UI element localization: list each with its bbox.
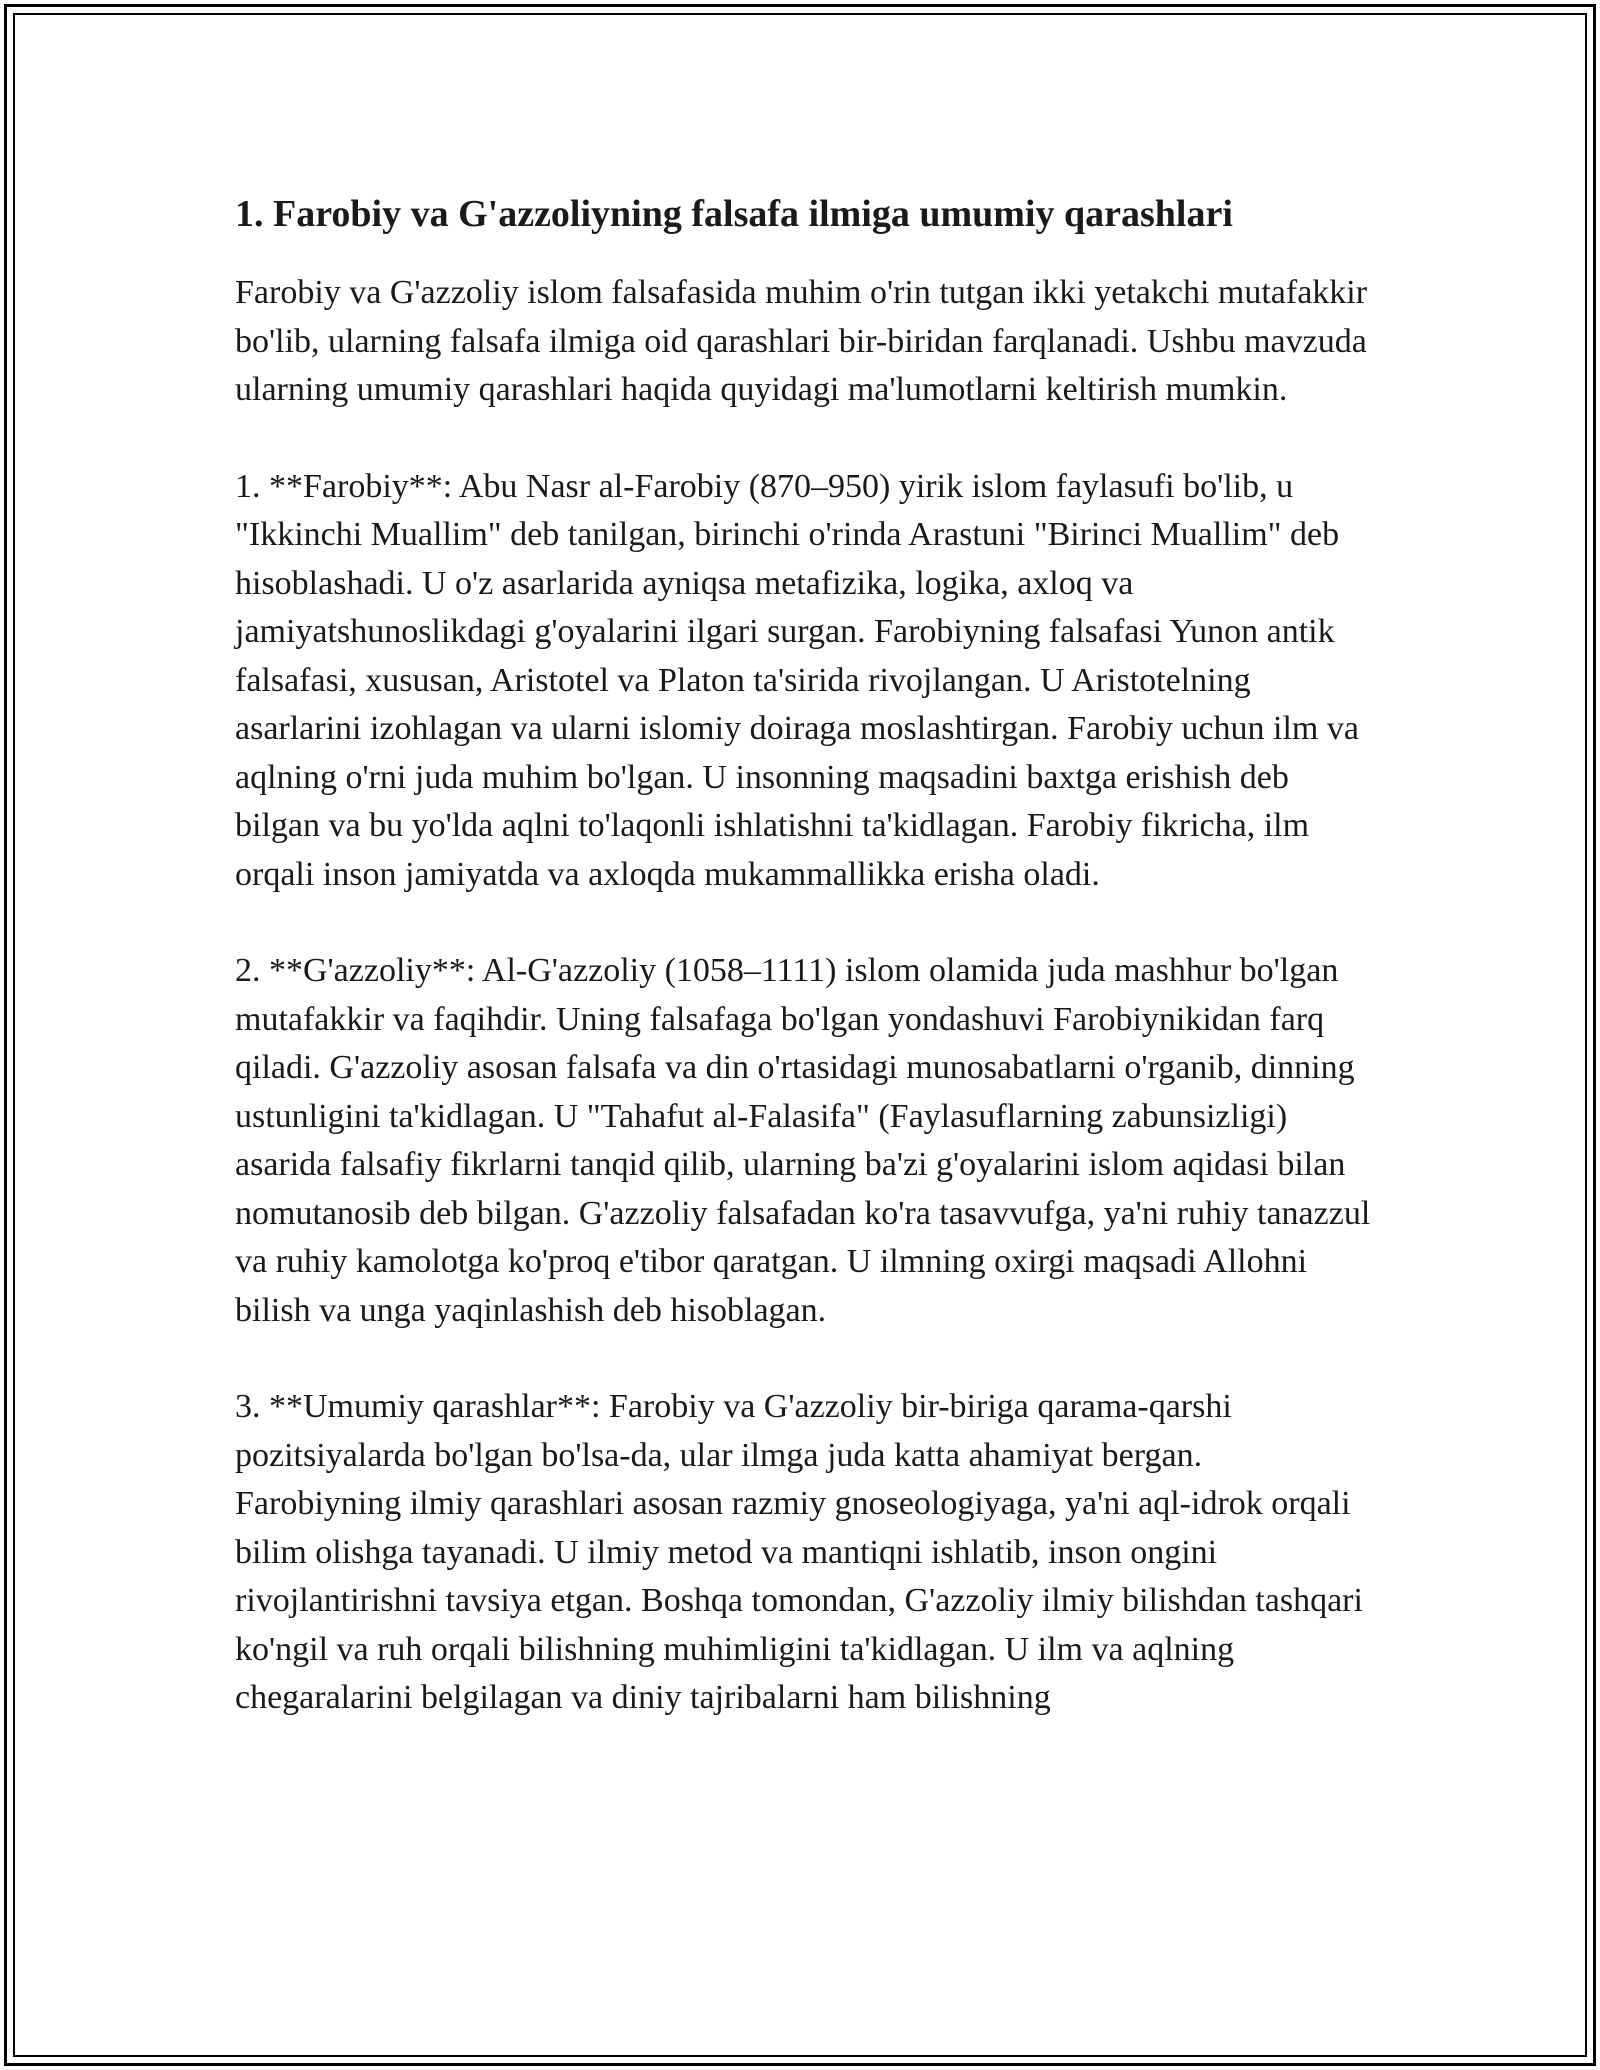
umumiy-qarashlar-paragraph: 3. **Umumiy qarashlar**: Farobiy va G'azzoliy bir-biriga qarama-qarshi pozitsiyalarda bo'lgan bo'lsa-da, ular ilmga juda katta ahamiyat bergan. Farobiyning ilmiy qarashlari asosan razmiy gnoseologiyaga, ya'ni aql-idrok orqali bilim olishga tayanadi. U ilmiy metod va mantiqni ishlatib, inson ongini rivojlantirishni tavsiya etgan. Boshqa tomondan, G'azzoliy ilmiy bilishdan tashqari ko'ngil va ruh orqali bilishning muhimligini ta'kidlagan. U ilm va aqlning chegaralarini belgilagan va diniy tajribalarni ham bilishning <box>235 1388 1363 1716</box>
intro-paragraph: Farobiy va G'azzoliy islom falsafasida muhim o'rin tutgan ikki yetakchi mutafakkir bo'lib, ularning falsafa ilmiga oid qarashlari bir-biridan farqlanadi. Ushbu mavzuda ularning umumiy qarashlari haqida quyidagi ma'lumotlarni keltirish mumkin. <box>235 274 1368 408</box>
document-body <box>235 185 1375 1771</box>
gazzoliy-paragraph: 2. **G'azzoliy**: Al-G'azzoliy (1058–1111) islom olamida juda mashhur bo'lgan mutafakkir va faqihdir. Uning falsafaga bo'lgan yondashuvi Farobiynikidan farq qiladi. G'azzoliy asosan falsafa va din o'rtasidagi munosabatlarni o'rganib, dinning ustunligini ta'kidlagan. U "Tahafut al-Falasifa" (Faylasuflarning zabunsizligi) asarida falsafiy fikrlarni tanqid qilib, ularning ba'zi g'oyalarini islom aqidasi bilan nomutanosib deb bilgan. G'azzoliy falsafadan ko'ra tasavvufga, ya'ni ruhiy tanazzul va ruhiy kamolotga ko'proq e'tibor qaratgan. U ilmning oxirgi maqsadi Allohni bilish va unga yaqinlashish deb hisoblagan. <box>235 952 1371 1329</box>
document-title: 1. Farobiy va G'azzoliyning falsafa ilmiga umumiy qarashlari <box>235 193 1233 235</box>
farobiy-paragraph: 1. **Farobiy**: Abu Nasr al-Farobiy (870–950) yirik islom faylasufi bo'lib, u "Ikkinchi Muallim" deb tanilgan, birinchi o'rinda Arastuni "Birinci Muallim" deb hisoblashadi. U o'z asarlarida ayniqsa metafizika, logika, axloq va jamiyatshunoslikdagi g'oyalarini ilgari surgan. Farobiyning falsafasi Yunon antik falsafasi, xususan, Aristotel va Platon ta'sirida rivojlangan. U Aristotelning asarlarini izohlagan va ularni islomiy doiraga moslashtirgan. Farobiy uchun ilm va aqlning o'rni juda muhim bo'lgan. U insonning maqsadini baxtga erishish deb bilgan va bu yo'lda aqlni to'laqonli ishlatishni ta'kidlagan. Farobiy fikricha, ilm orqali inson jamiyatda va axloqda mukammallikka erisha oladi. <box>235 467 1359 893</box>
